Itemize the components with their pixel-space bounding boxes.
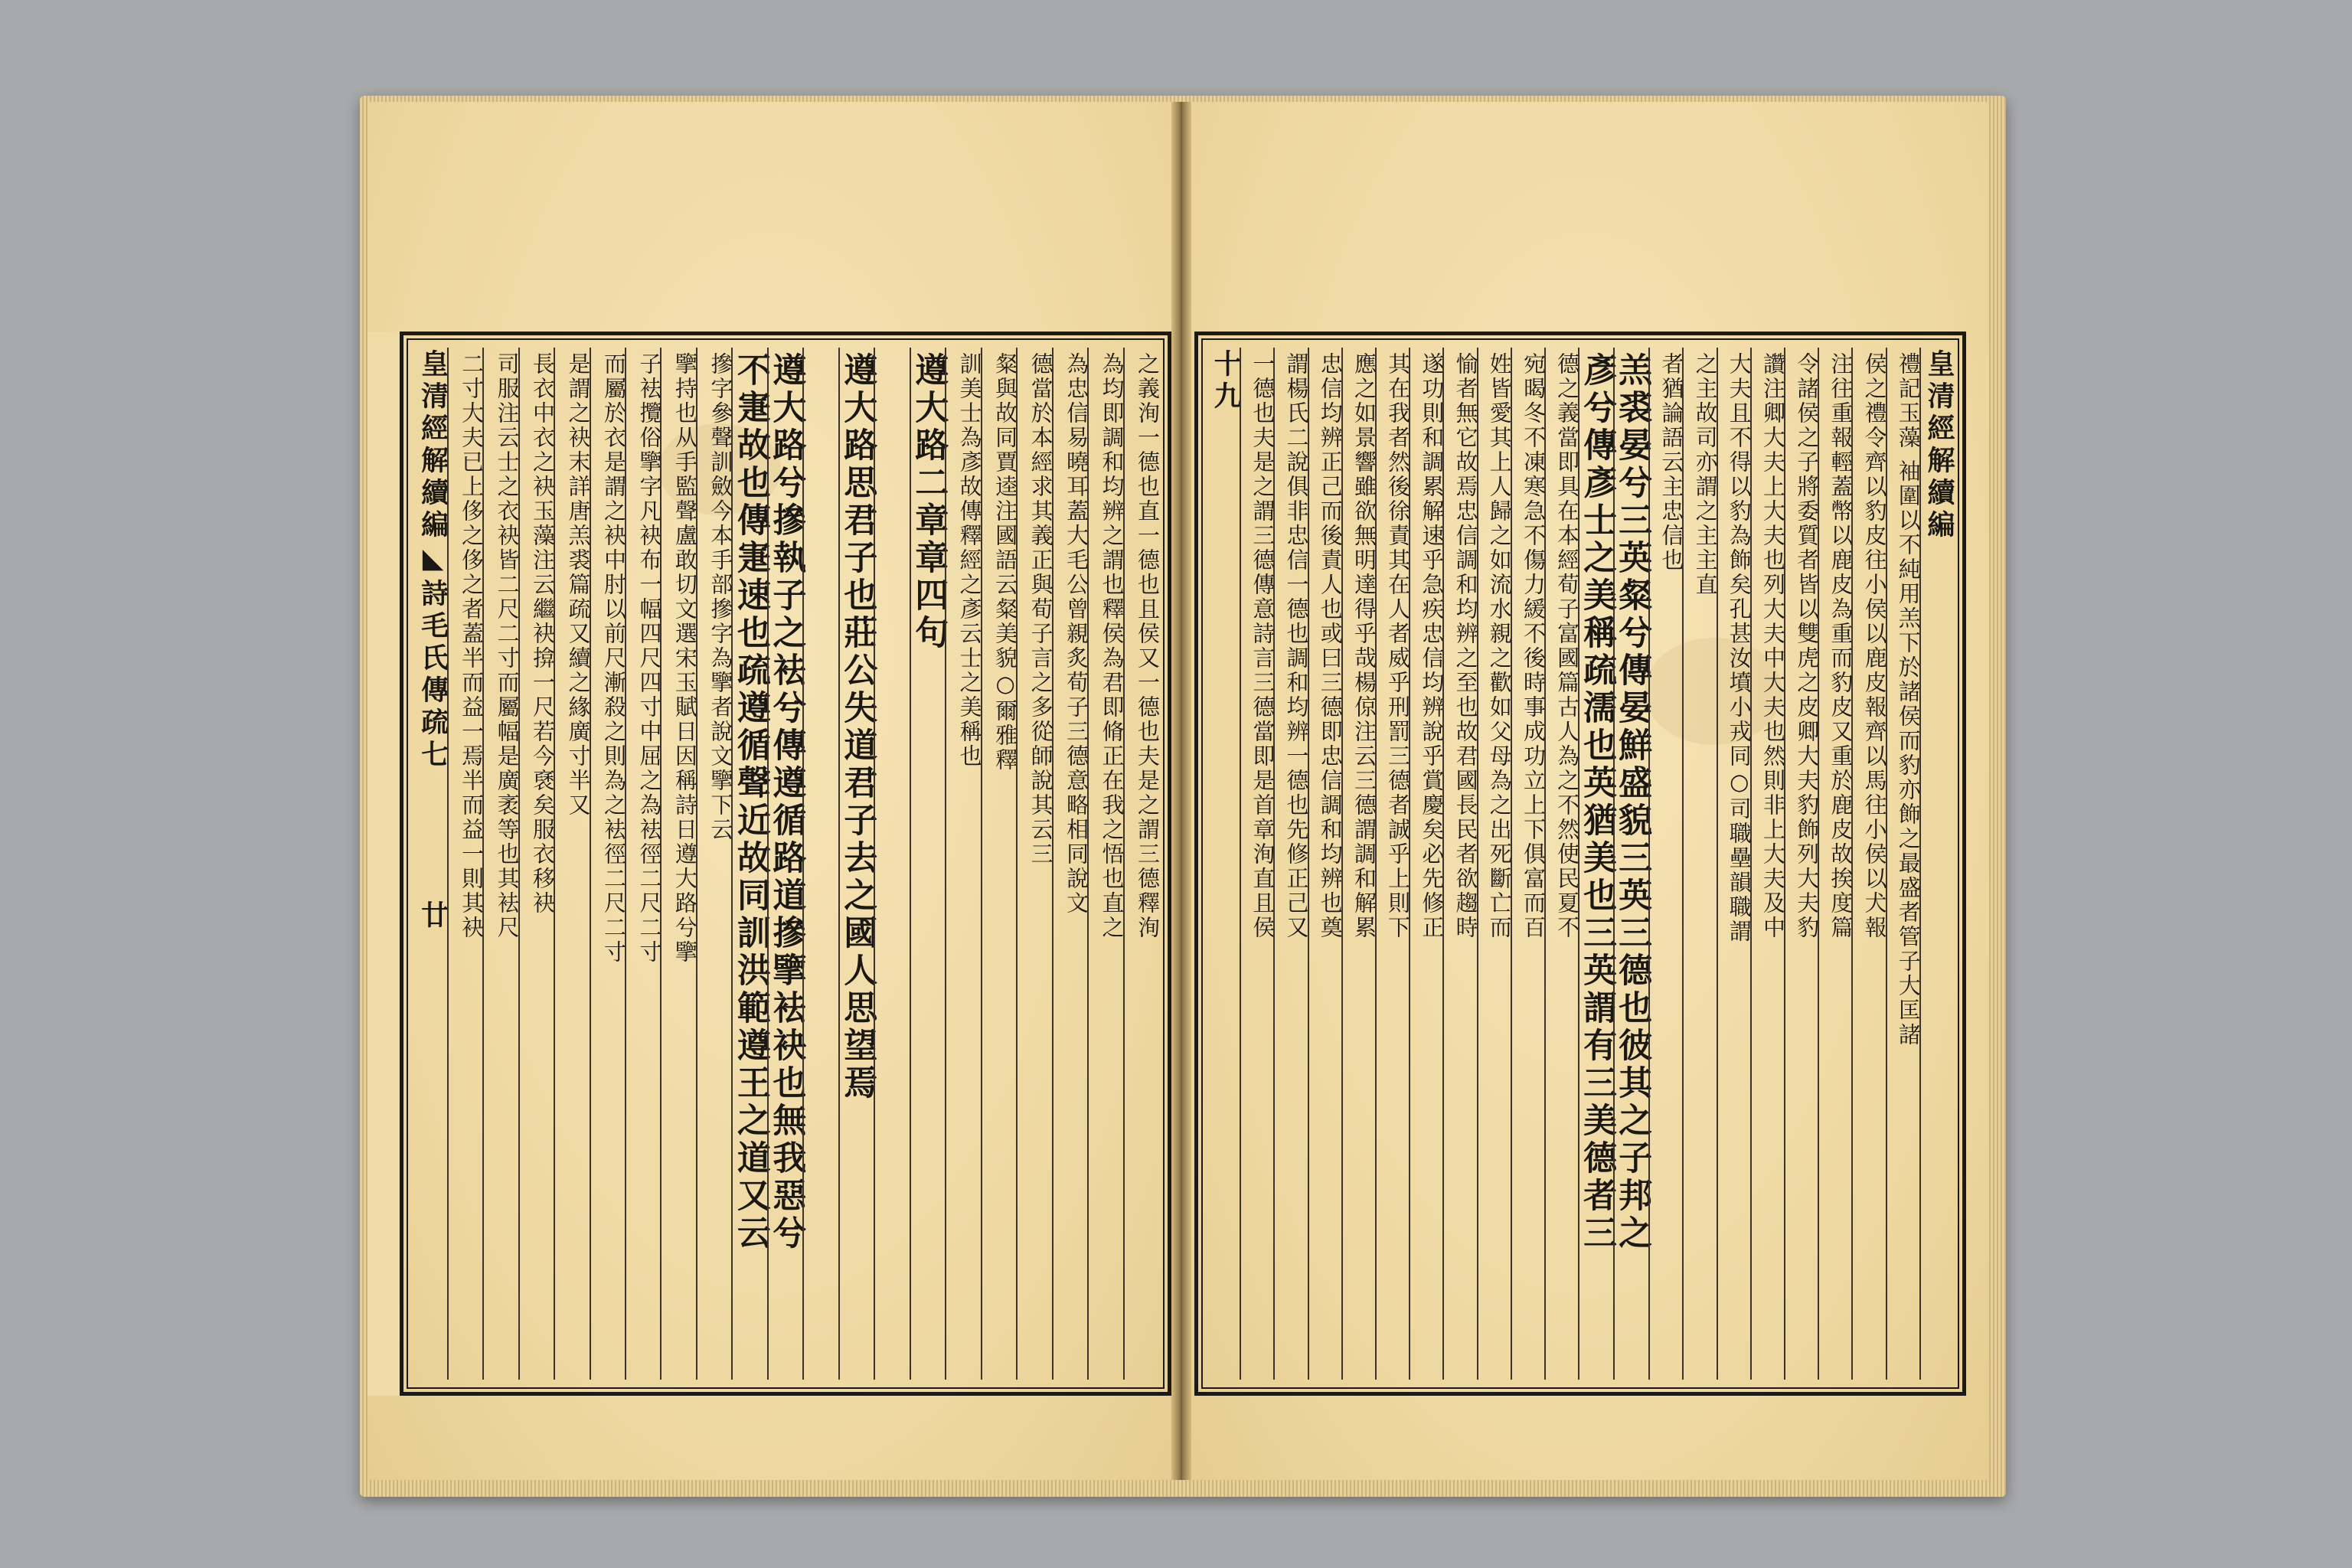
- commentary-column: 長衣中衣之袂玉藻注云繼袂揜一尺若今褎矣服衣移袂: [518, 348, 554, 1380]
- commentary-column: 遂功則和調累解速乎急疾忠信均辨說乎賞慶矣必先修正: [1409, 348, 1442, 1380]
- main-text-column: 彥兮傳彥士之美稱疏濡也英猶美也三英謂有三美德者三: [1578, 348, 1613, 1380]
- left-margin-strip: [368, 332, 400, 1396]
- running-title: 皇清經解續編: [1919, 348, 1953, 1380]
- fishtail-mark: ◣: [416, 542, 449, 579]
- commentary-column: 粲與故同賈逵注國語云粲美貌○爾雅釋: [981, 348, 1016, 1380]
- left-text-frame: [400, 332, 1171, 1396]
- main-text-column: 羔裘晏兮三英粲兮傳晏鮮盛貌三英三德也彼其之子邦之: [1613, 348, 1648, 1380]
- commentary-column: 忠信均辨正己而後責人也或曰三德即忠信調和均辨也奠: [1308, 348, 1341, 1380]
- commentary-column: 姓皆愛其上人歸之如流水親之歡如父母為之出死斷亡而: [1477, 348, 1511, 1380]
- open-book: [360, 96, 2006, 1497]
- volume-label: 詩毛氏傳疏七: [416, 579, 449, 772]
- commentary-column: 之主故司亦謂之主主直: [1682, 348, 1716, 1380]
- commentary-column: 之義洵一德也直一德也且侯又一德也夫是之謂三德釋洵: [1123, 348, 1158, 1380]
- commentary-column: 一德也夫是之謂三德傳意詩言三德當即是首章洵直且侯: [1240, 348, 1273, 1380]
- running-title: 皇清經解續編: [416, 349, 449, 542]
- left-columns: [413, 348, 1161, 1380]
- right-inner-border: [1201, 338, 1959, 1389]
- commentary-column: 而屬於衣是謂之袂中肘以前尺漸殺之則為之袪徑二尺二寸: [590, 348, 625, 1380]
- commentary-column: 二寸大夫已上侈之侈之者蓋半而益一焉半而益一則其袂: [447, 348, 482, 1380]
- commentary-column: 其在我者然後徐責其在人者威乎刑罰三德者誠乎上則下: [1375, 348, 1409, 1380]
- main-text-column: 遵大路二章章四句: [910, 348, 945, 1380]
- commentary-column: 侯之禮令齊以豹皮往小侯以鹿皮報齊以馬往小侯以犬報: [1851, 348, 1885, 1380]
- right-page: [1185, 102, 1989, 1480]
- commentary-column: 子袪攬俗擥字凡袂布一幅四尺四寸中屈之為袪徑二尺二寸: [625, 348, 660, 1380]
- commentary-column: 德之義當即具在本經荀子富國篇古人為之不然使民夏不: [1544, 348, 1578, 1380]
- commentary-column: 是謂之袂末詳唐羔裘篇疏又續之緣廣寸半又: [554, 348, 589, 1380]
- blank-column: [802, 348, 838, 1380]
- commentary-column: 謂楊氏二說俱非忠信一德也調和均辨一德也先修正己又: [1273, 348, 1307, 1380]
- main-text-column: 遵大路思君子也莊公失道君子去之國人思望焉: [838, 348, 874, 1380]
- commentary-column: 讚注卿大夫上大夫也列大夫中大夫也然則非上大夫及中: [1750, 348, 1784, 1380]
- commentary-column: 禮記玉藻 袖圍以不純用羔下於諸侯而豹亦飾之最盛者管子大匡諸: [1886, 348, 1919, 1380]
- commentary-column: 訓美士為彥故傳釋經之彥云士之美稱也: [945, 348, 980, 1380]
- left-inner-border: [407, 338, 1165, 1389]
- commentary-column: 者猶論語云主忠信也: [1648, 348, 1682, 1380]
- main-text-column: 遵大路兮摻執子之袪兮傳遵循路道摻擥袪袂也無我惡兮: [767, 348, 802, 1380]
- commentary-column: 大夫且不得以豹為飾矣孔甚汝墳小戎同○司職壘韻職謂: [1717, 348, 1750, 1380]
- right-text-frame: [1194, 332, 1966, 1396]
- left-margin-column: [413, 348, 449, 1380]
- commentary-column: 德當於本經求其義正與荀子言之多從師說其云三: [1016, 348, 1051, 1380]
- commentary-column: 為忠信易曉耳蓋大毛公曾親炙荀子三德意略相同說文: [1052, 348, 1087, 1380]
- left-page: [368, 102, 1179, 1480]
- commentary-column: 擥持也从手監聲盧敢切文選宋玉賦日因稱詩日遵大路兮擥: [660, 348, 695, 1380]
- commentary-column: 令諸侯之子將委質者皆以雙虎之皮卿大夫豹飾列大夫豹: [1784, 348, 1818, 1380]
- book-gutter: [1171, 102, 1191, 1480]
- blank-column: [874, 348, 909, 1380]
- commentary-column: 宛暍冬不凍寒急不傷力緩不後時事成功立上下俱富而百: [1511, 348, 1544, 1380]
- commentary-column: 應之如景響雖欲無明達得乎哉楊倞注云三德謂調和解累: [1341, 348, 1375, 1380]
- commentary-column: 為均即調和均辨之謂也釋侯為君即脩正在我之悟也直之: [1087, 348, 1122, 1380]
- page-number: 廿: [416, 772, 449, 933]
- commentary-column: 摻字參聲訓斂今本手部摻字為擥者說文擥下云: [696, 348, 731, 1380]
- commentary-column: 注往重報輕蓋幣以鹿皮為重而豹皮又重於鹿皮故挨度篇: [1818, 348, 1851, 1380]
- commentary-column: 愉者無它故焉忠信調和均辨之至也故君國長民者欲趨時: [1442, 348, 1476, 1380]
- right-columns: [1207, 348, 1953, 1380]
- commentary-column: 司服注云士之衣袂皆二尺二寸而屬幅是廣袤等也其袪尺: [482, 348, 518, 1380]
- page-number: 十九: [1210, 349, 1243, 413]
- main-text-column: 不寁故也傳寁速也疏遵循聲近故同訓洪範遵王之道又云: [731, 348, 766, 1380]
